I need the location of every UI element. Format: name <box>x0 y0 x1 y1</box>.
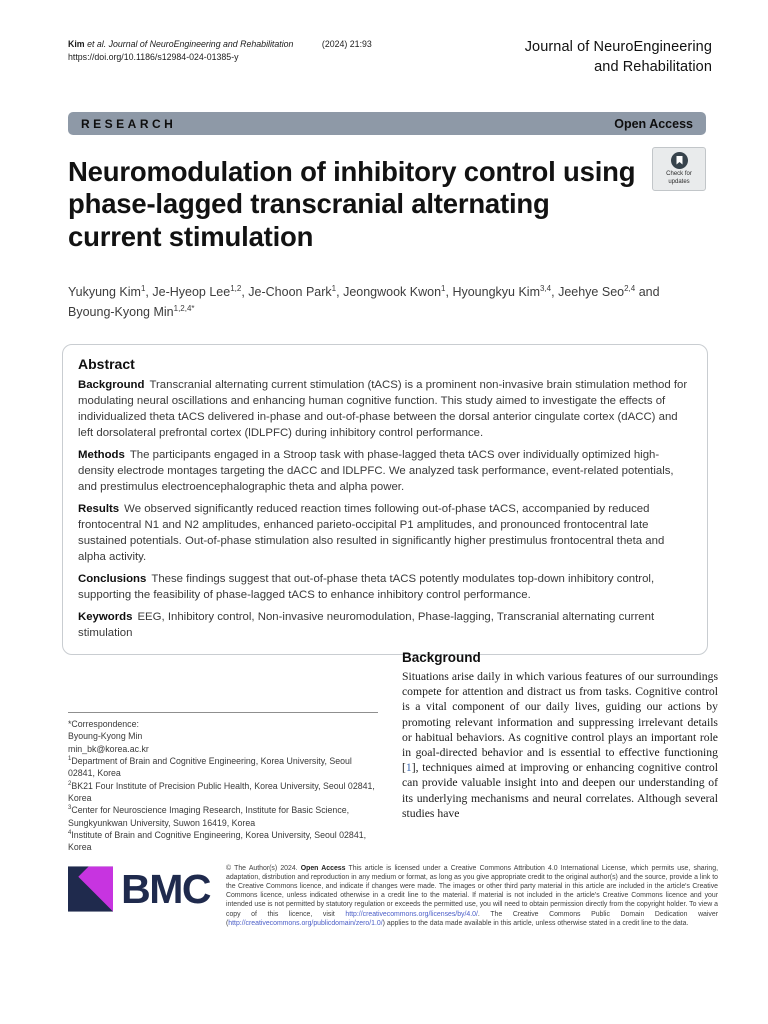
reference-1-link[interactable]: 1 <box>405 761 412 775</box>
bmc-logo-icon <box>68 866 113 912</box>
crossmark-icon <box>671 152 688 169</box>
license-open-access-label: Open Access <box>300 865 346 872</box>
article-type-banner <box>68 112 706 135</box>
abstract-background: Background Transcranial alternating current stimulation (tACS) is a prominent non-invasive brain stimulation method for modulating neural oscillations and enhancing human cognitive function. This study aimed to investigate the effects of individualized theta tACS delivered in-phase and out-of-phase between the dorsal anterior cingulate cortex (dACC) and left dorsolateral prefrontal cortex (lDLPFC) during inhibitory control performance. <box>78 379 688 439</box>
right-column <box>402 650 718 853</box>
background-paragraph: Situations arise daily in which various features of our surroundings compete for attention and distract us from tasks. Cognitive control is a vital component of our daily lives, guiding our actions by promoting relevant information and suppressing irrelevant details or habitual behaviors. As cognitive control plays an important role in goal-directed behavior and is essential to effective functioning [1], techniques aimed at improving or enhancing cognitive control can provide valuable insight into and deepen our understanding of its underlying mechanisms and neural correlates. Although several studies have <box>402 670 718 820</box>
abstract-keywords: Keywords EEG, Inhibitory control, Non-invasive neuromodulation, Phase-lagging, Transcranial alternating current stimulation <box>78 610 655 639</box>
affiliation: $^3$Center for Neuroscience Imaging Research, Institute for Basic Science, Sungkyunkwan University, Suwon 16419, Korea <box>68 805 350 828</box>
page-header <box>68 38 712 77</box>
author: , Jeehye Seo$^{2,4}$ <box>551 284 636 300</box>
correspondence-name: Byoung-Kyong Min <box>68 731 143 742</box>
citation-block <box>68 38 372 64</box>
author: Yukyung Kim$^1$ <box>68 284 146 300</box>
abstract-methods: Methods The participants engaged in a Stroop task with phase-lagged theta tACS over individually optimized high-density electrode montages targeting the dACC and lDLPFC. We analyzed task performance, event-related potentials, and prestimulus electroencephalographic theta and alpha power. <box>78 448 674 493</box>
bmc-logo-text: BMC <box>121 865 210 912</box>
article-title: Neuromodulation of inhibitory control using phase-lagged transcranial alternating current stimulation <box>68 156 636 252</box>
check-for-updates-label: Check for updates <box>666 171 692 185</box>
correspondence-divider <box>68 712 378 713</box>
author: , Je-Hyeop Lee$^{1,2}$ <box>145 284 242 300</box>
citation-authors: Kim <box>68 39 85 49</box>
citation-volume: (2024) 21:93 <box>321 39 372 49</box>
journal-name: Journal of NeuroEngineering and Rehabilitation <box>524 39 712 75</box>
background-heading: Background <box>402 650 481 665</box>
article-type-label: RESEARCH <box>81 116 177 131</box>
open-access-label: Open Access <box>614 116 693 131</box>
page-footer <box>68 864 718 928</box>
affiliation: $^4$Institute of Brain and Cognitive Engineering, Korea University, Seoul 02841, Korea <box>68 829 367 853</box>
author: , Je-Choon Park$^1$ <box>241 284 337 300</box>
left-column <box>68 650 378 853</box>
author-list <box>68 283 688 322</box>
cc-by-license-link[interactable]: http://creativecommons.org/licenses/by/4.0/ <box>345 910 478 918</box>
bmc-logo <box>68 866 210 912</box>
doi-link[interactable]: https://doi.org/10.1186/s12984-024-01385-y <box>68 52 239 63</box>
citation-journal: et al. Journal of NeuroEngineering and Rehabilitation <box>87 39 294 49</box>
correspondence-email[interactable]: min_bk@korea.ac.kr <box>68 743 149 754</box>
cc-zero-license-link[interactable]: http://creativecommons.org/publicdomain/zero/1.0/ <box>228 919 383 927</box>
affiliation: $^2$BK21 Four Institute of Precision Public Health, Korea University, Seoul 02841, Korea <box>68 780 375 803</box>
abstract-box <box>62 344 708 655</box>
affiliation: $^1$Department of Brain and Cognitive Engineering, Korea University, Seoul 02841, Korea <box>68 755 352 779</box>
correspondence-block <box>68 718 378 853</box>
license-text: © The Author(s) 2024. Open Access This article is licensed under a Creative Commons Attribution 4.0 International License, which permits use, sharing, adaptation, distribution and reproduction in any medium or format, as long as you give appropriate credit to the original author(s) and the source, provide a link to the Creative Commons licence, and indicate if changes were made. The images or other third party material in this article are included in the article's Creative Commons licence, unless indicated otherwise in a credit line to the material. If material is not included in the article's Creative Commons licence and your intended use is not permitted by statutory regulation or exceeds the permitted use, you will need to obtain permission directly from the copyright holder. To view a copy of this licence, visit http://creativecommons.org/licenses/by/4.0/. The Creative Commons Public Domain Dedication waiver (http://creativecommons.org/publicdomain/zero/1.0/) applies to the data made available in this article, unless otherwise stated in a credit line to the data. <box>226 865 719 927</box>
abstract-conclusions: Conclusions These findings suggest that out-of-phase theta tACS potently modulates top-down inhibitory control, supporting the feasibility of phase-lagged tACS to enhance inhibitory control performance. <box>78 572 655 601</box>
citation-line <box>68 38 372 51</box>
abstract-results: Results We observed significantly reduced reaction times following out-of-phase tACS, accompanied by reduced frontocentral N1 and N2 amplitudes, enhanced parieto-occipital P1 amplitudes, and pronounced frontocentral late sustained potentials. Out-of-phase stimulation also resulted in significantly higher prestimulus frontocentral theta and alpha activity. <box>78 502 665 563</box>
abstract-heading: Abstract <box>78 356 135 372</box>
author: , Hyoungkyu Kim$^{3,4}$ <box>445 284 552 300</box>
author: , Jeongwook Kwon$^1$ <box>336 284 446 300</box>
body-columns <box>68 650 718 853</box>
author: and Byoung-Kyong Min$^{1,2,4*}$ <box>68 285 660 319</box>
correspondence-label: *Correspondence: <box>68 719 139 729</box>
check-for-updates-button[interactable] <box>652 147 706 191</box>
